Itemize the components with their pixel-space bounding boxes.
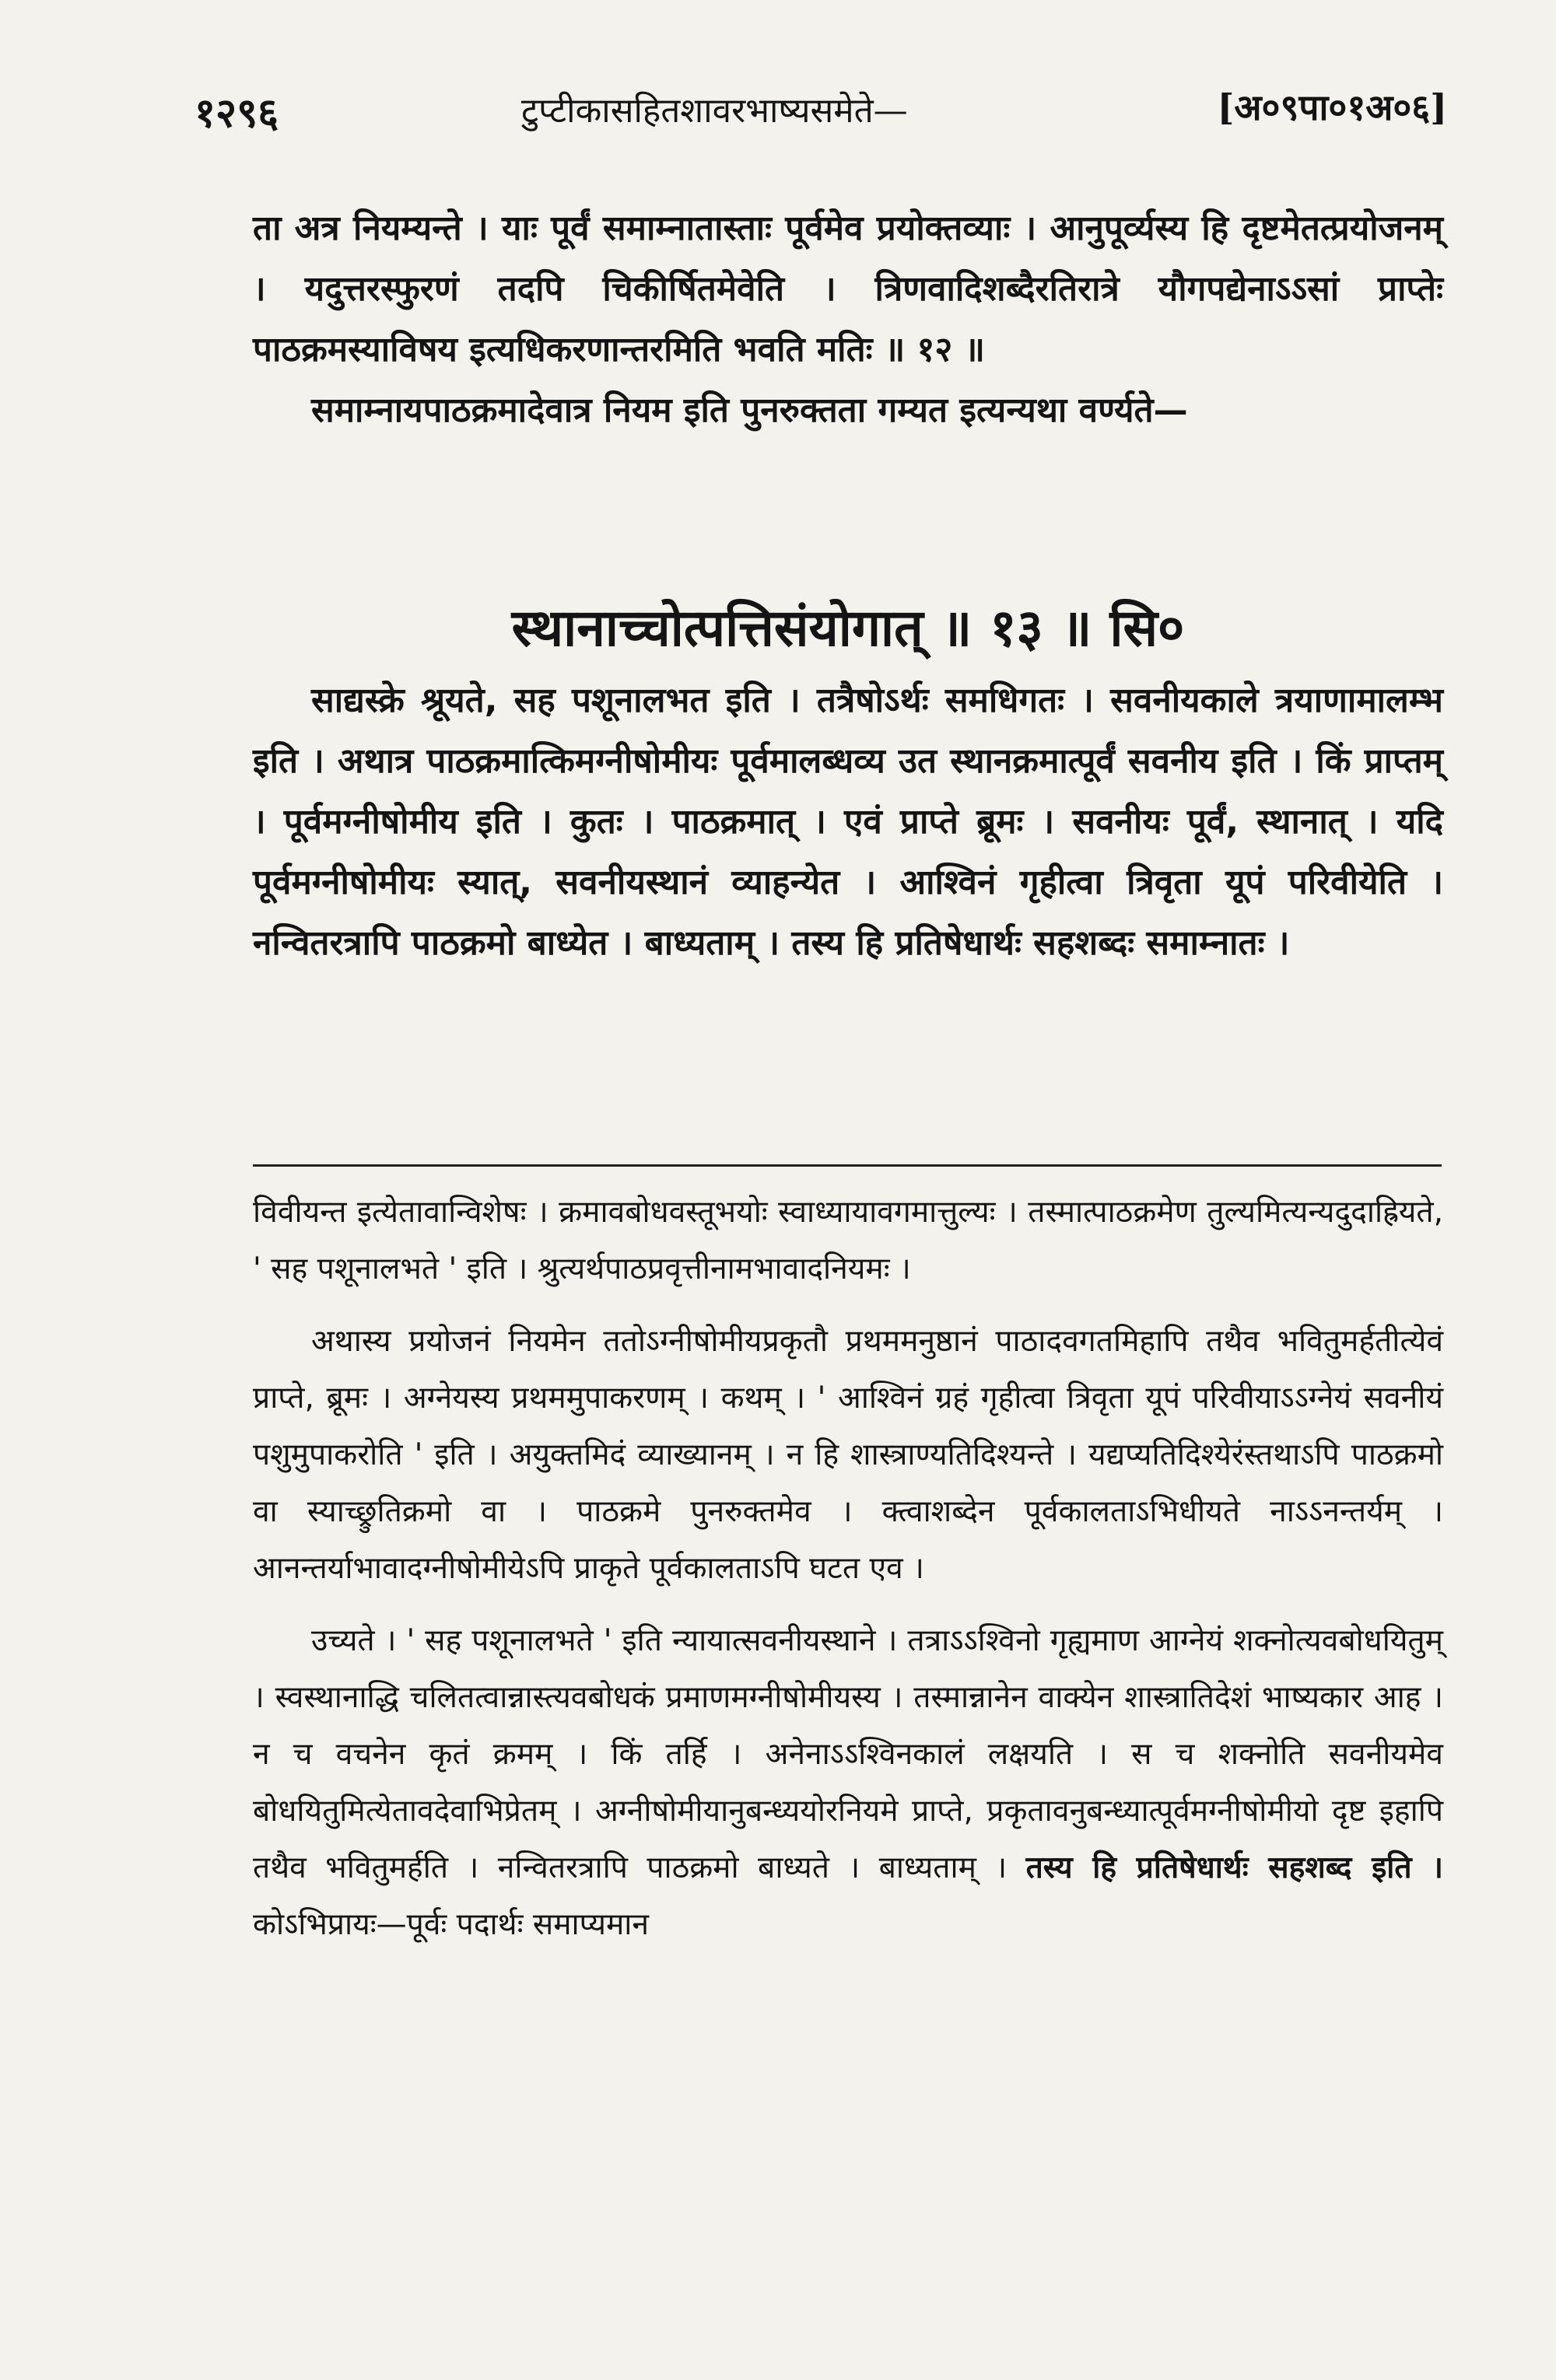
page-number: १२९६ [194,89,279,137]
section-reference: [अ०९पा०१अ०६] [1217,86,1447,128]
running-title: टुप्टीकासहितशावरभाष्यसमेते— [521,91,908,131]
page-header [194,68,1447,138]
footnote-divider [253,1164,1442,1167]
bhashya-paragraph-1: साद्यस्क्रे श्रूयते, सह पशूनालभत इति । तत्रैषोऽर्थः समधिगतः । सवनीयकाले त्रयाणामालम्भ इति । अथात्र पाठक्रमात्किमग्नीषोमीयः पूर्वमालब्धव्य उत स्थानक्रमात्पूर्वं सवनीय इति । किं प्राप्तम् । पूर्वमग्नीषोमीय इति । कुतः । पाठक्रमात् । एवं प्राप्ते ब्रूमः । सवनीयः पूर्वं, स्थानात् । यदि पूर्वमग्नीषोमीयः स्यात्, सवनीयस्थानं व्याहन्येत । आश्विनं गृहीत्वा त्रिवृता यूपं परिवीयेति । नन्वितरत्रापि पाठक्रमो बाध्येत । बाध्यताम् । तस्य हि प्रतिषेधार्थः सहशब्दः समाम्नातः । [253,681,1444,963]
bhashya-text-block [253,670,1443,974]
main-paragraph-2: समाम्नायपाठक्रमादेवात्र नियम इति पुनरुक्तता गम्यत इत्यन्यथा वर्ण्यते— [311,390,1188,430]
sutra-heading: स्थानाच्चोत्पत्तिसंयोगात् ॥ १३ ॥ सि० [511,597,1185,658]
commentary-block [253,1184,1443,1969]
main-text-block [253,198,1443,441]
commentary-paragraph-3-lead: उच्यते । ' सह पशूनालभते ' इति न्यायात्सवनीयस्थाने । तत्राऽऽश्विनो गृह्यमाण आग्नेयं शक्नोत्यवबोधयितुम् । स्वस्थानाद्धि चलितत्वान्नास्त्यवबोधकं प्रमाणमग्नीषोमीयस्य । तस्मान्नानेन वाक्येन शास्त्रातिदेशं भाष्यकार आह । न च वचनेन कृतं क्रमम् । किं तर्हि । अनेनाऽऽश्विनकालं लक्षयति । स च शक्नोति सवनीयमेव बोधयितुमित्येतावदेवाभिप्रेतम् । अग्नीषोमीयानुबन्ध्ययोरनियमे प्राप्ते, प्रकृतावनुबन्ध्यात्पूर्वमग्नीषोमीयो दृष्ट इहापि तथैव भवितुमर्हति । नन्वितरत्रापि पाठक्रमो बाध्यते । बाध्यताम् । [253,1623,1443,1885]
commentary-paragraph-3 [253,1612,1443,1953]
commentary-paragraph-2: अथास्य प्रयोजनं नियमेन ततोऽग्नीषोमीयप्रकृतौ प्रथममनुष्ठानं पाठादवगतमिहापि तथैव भवितुमर्हतीत्येवं प्राप्ते, ब्रूमः । अग्नेयस्य प्रथममुपाकरणम् । कथम् । ' आश्विनं ग्रहं गृहीत्वा त्रिवृता यूपं परिवीयाऽऽग्नेयं सवनीयं पशुमुपाकरोति ' इति । अयुक्तमिदं व्याख्यानम् । न हि शास्त्राण्यतिदिश्यन्ते । यद्यप्यतिदिश्येरंस्तथाऽपि पाठक्रमो वा स्याच्छ्रुतिक्रमो वा । पाठक्रमे पुनरुक्तमेव । क्त्वाशब्देन पूर्वकालताऽभिधीयते नाऽऽनन्तर्यम् । आनन्तर्याभावादग्नीषोमीयेऽपि प्राकृते पूर्वकालताऽपि घटत एव । [253,1324,1443,1586]
commentary-paragraph-1: विवीयन्त इत्येतावान्विशेषः । क्रमावबोधवस्तूभयोः स्वाध्यायावगमात्तुल्यः । तस्मात्पाठक्रमेण तुल्यमित्यन्यदुदाह्रियते, ' सह पशूनालभते ' इति । श्रुत्यर्थपाठप्रवृत्तीनामभावादनियमः । [253,1195,1443,1286]
commentary-paragraph-3-tail: कोऽभिप्रायः—पूर्वः पदार्थः समाप्यमान [253,1907,650,1942]
main-paragraph-1: ता अत्र नियम्यन्ते । याः पूर्वं समाम्नातास्ताः पूर्वमेव प्रयोक्तव्याः । आनुपूर्व्यस्य हि दृष्टमेतत्प्रयोजनम् । यदुत्तरस्फुरणं तदपि चिकीर्षितमेवेति । त्रिणवादिशब्दैरतिरात्रे यौगपद्येनाऽऽसां प्राप्तेः पाठक्रमस्याविषय इत्यधिकरणान्तरमिति भवति मतिः ॥ १२ ॥ [253,208,1443,369]
commentary-paragraph-3-emphasis: तस्य हि प्रतिषेधार्थः सहशब्द इति । [1025,1850,1444,1885]
